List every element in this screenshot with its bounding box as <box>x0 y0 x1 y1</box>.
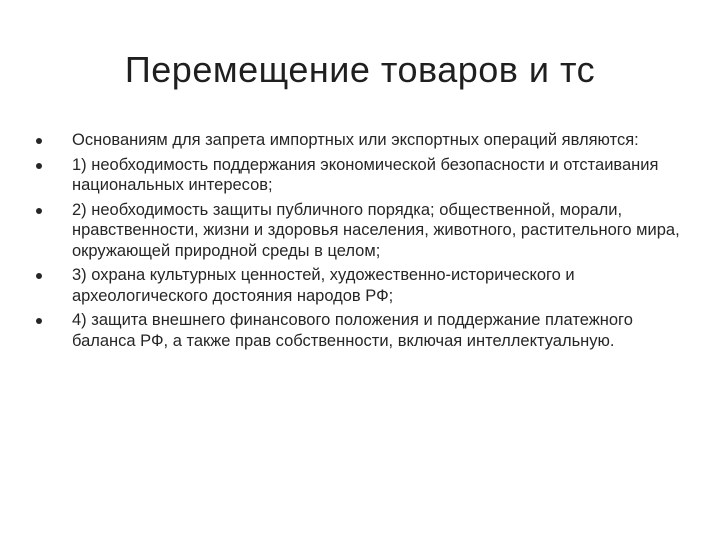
bullet-dot-icon <box>36 273 42 279</box>
bullet-item <box>36 200 691 262</box>
bullet-text: 2) необходимость защиты публичного порядка; общественной, морали, нравственности, жизни и здоровья населения, животного, растительного мира, окружающей природной среды в целом; <box>72 200 680 260</box>
bullet-text: 3) охрана культурных ценностей, художественно-исторического и археологического достояния народов РФ; <box>72 266 575 305</box>
bullet-text: Основаниям для запрета импортных или экспортных операций являются: <box>72 131 639 149</box>
bullet-dot-icon <box>36 318 42 324</box>
bullet-dot-icon <box>36 138 42 144</box>
bullet-text: 4) защита внешнего финансового положения и поддержание платежного баланса РФ, а также прав собственности, включая интеллектуальную. <box>72 311 633 350</box>
bullet-item <box>36 130 691 151</box>
bullet-item <box>36 310 691 351</box>
bullet-dot-icon <box>36 163 42 169</box>
bullet-text: 1) необходимость поддержания экономической безопасности и отстаивания национальных интересов; <box>72 155 659 194</box>
bullet-dot-icon <box>36 208 42 214</box>
bullet-item <box>36 265 691 306</box>
bullet-list <box>36 130 691 355</box>
bullet-item <box>36 155 691 196</box>
slide-title: Перемещение товаров и тс <box>124 49 596 90</box>
